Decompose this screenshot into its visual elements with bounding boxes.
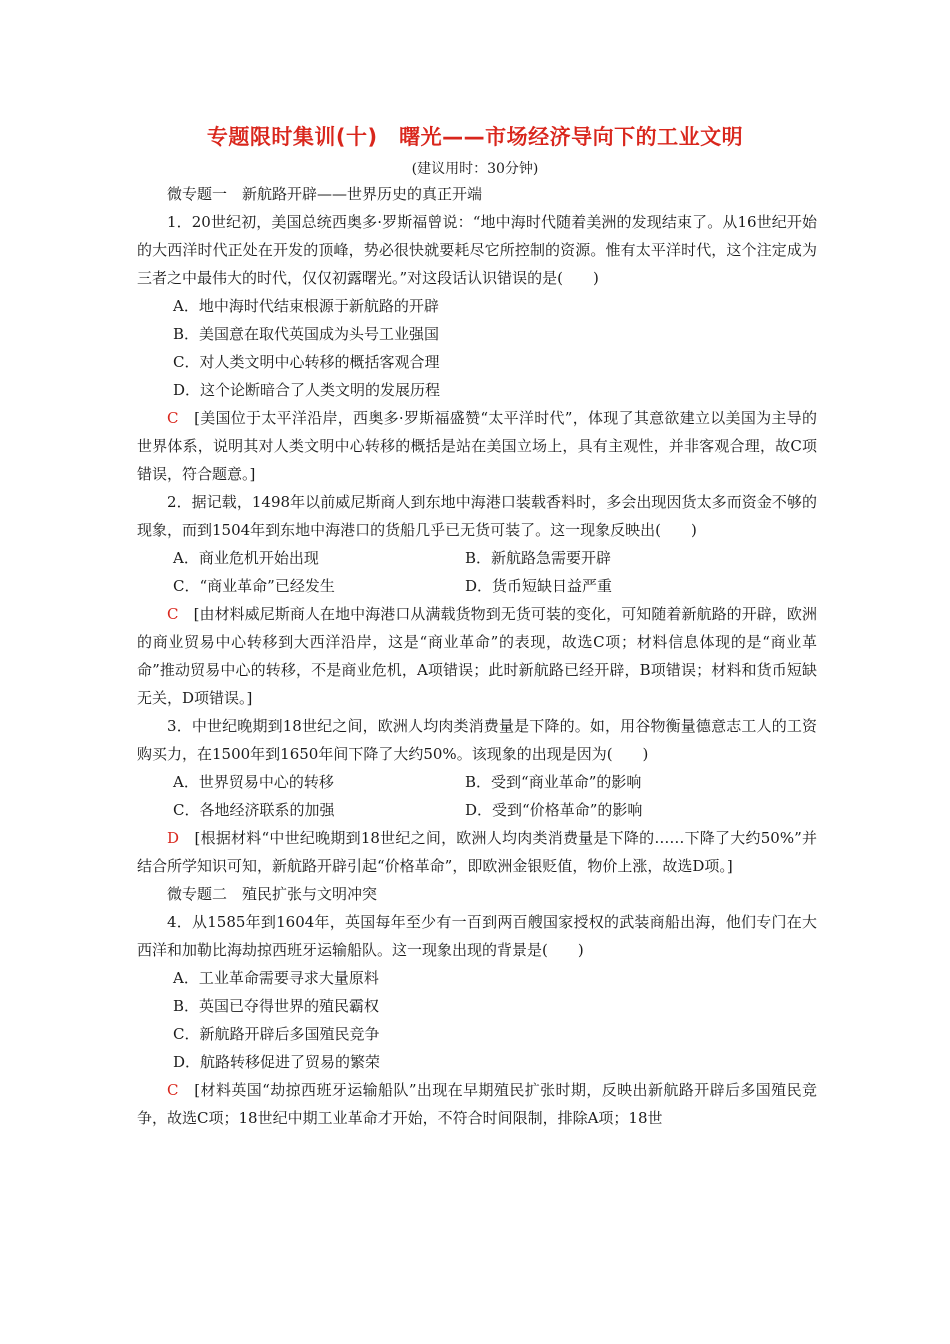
question-3-answer (137, 824, 817, 880)
question-1-option-c: C．对人类文明中心转移的概括客观合理 (173, 353, 440, 371)
question-1-option-a: A．地中海时代结束根源于新航路的开辟 (173, 297, 439, 315)
question-2-option-c: C．“商业革命”已经发生 (173, 577, 335, 595)
question-2-option-d: D．货币短缺日益严重 (465, 577, 613, 595)
question-2-stem: 2．据记载，1498年以前威尼斯商人到东地中海港口装载香料时，多会出现因货太多而资金不够的现象，而到1504年到东地中海港口的货船几乎已无货可装了。这一现象反映出( ) (137, 493, 817, 539)
question-1-option-b: B．美国意在取代英国成为头号工业强国 (173, 325, 440, 343)
question-1-option-d: D．这个论断暗合了人类文明的发展历程 (173, 381, 441, 399)
question-2-option-a: A．商业危机开始出现 (173, 549, 319, 567)
question-4-option-b: B．英国已夺得世界的殖民霸权 (173, 997, 380, 1015)
question-4-stem: 4．从1585年到1604年，英国每年至少有一百到两百艘国家授权的武装商船出海，他们专门在大西洋和加勒比海劫掠西班牙运输船队。这一现象出现的背景是( ) (137, 913, 817, 959)
question-3-options-row-2 (137, 796, 817, 824)
question-3-option-c: C．各地经济联系的加强 (173, 801, 335, 819)
question-4-answer (137, 1076, 817, 1132)
question-2-options-row-1 (137, 544, 817, 572)
question-4-analysis: [材料英国“劫掠西班牙运输船队”出现在早期殖民扩张时期，反映出新航路开辟后多国殖民竞争，故选C项；18世纪中期工业革命才开始，不符合时间限制，排除A项；18世 (137, 1081, 817, 1127)
question-2-answer-letter: C (167, 605, 179, 623)
question-2-options-row-2 (137, 572, 817, 600)
document-body (137, 180, 817, 1132)
topic-heading-2: 微专题二 殖民扩张与文明冲突 (167, 885, 378, 903)
question-4-option-c: C．新航路开辟后多国殖民竞争 (173, 1025, 380, 1043)
question-3-options-row-1 (137, 768, 817, 796)
question-2-answer (137, 600, 817, 712)
page-title: 专题限时集训(十) 曙光——市场经济导向下的工业文明 (206, 125, 744, 149)
question-4-option-d: D．航路转移促进了贸易的繁荣 (173, 1053, 381, 1071)
question-3-option-a: A．世界贸易中心的转移 (173, 773, 334, 791)
topic-heading-1: 微专题一 新航路开辟——世界历史的真正开端 (167, 185, 483, 203)
question-3-answer-letter: D (167, 829, 180, 847)
suggested-time: (建议用时：30分钟) (411, 161, 539, 177)
question-4-option-a: A．工业革命需要寻求大量原料 (173, 969, 379, 987)
question-3-analysis: [根据材料“中世纪晚期到18世纪之间，欧洲人均肉类消费量是下降的……下降了大约50%”并结合所学知识可知，新航路开辟引起“价格革命”，即欧洲金银贬值，物价上涨，故选D项。] (137, 829, 817, 875)
question-3-option-d: D．受到“价格革命”的影响 (465, 801, 643, 819)
question-1-answer (137, 404, 817, 488)
question-1-stem: 1．20世纪初，美国总统西奥多·罗斯福曾说：“地中海时代随着美洲的发现结束了。从16世纪开始的大西洋时代正处在开发的顶峰，势必很快就要耗尽它所控制的资源。惟有太平洋时代，这个注定成为三者之中最伟大的时代，仅仅初露曙光。”对这段话认识错误的是( ) (137, 213, 817, 287)
question-3-stem: 3．中世纪晚期到18世纪之间，欧洲人均肉类消费量是下降的。如，用谷物衡量德意志工人的工资购买力，在1500年到1650年间下降了大约50%。该现象的出现是因为( ) (137, 717, 817, 763)
question-1-analysis: [美国位于太平洋沿岸，西奥多·罗斯福盛赞“太平洋时代”，体现了其意欲建立以美国为主导的世界体系，说明其对人类文明中心转移的概括是站在美国立场上，具有主观性，并非客观合理，故C项错误，符合题意。] (137, 409, 817, 483)
question-2-analysis: [由材料威尼斯商人在地中海港口从满载货物到无货可装的变化，可知随着新航路的开辟，欧洲的商业贸易中心转移到大西洋沿岸，这是“商业革命”的表现，故选C项；材料信息体现的是“商业革命”推动贸易中心的转移，不是商业危机，A项错误；此时新航路已经开辟，B项错误；材料和货币短缺无关，D项错误。] (137, 605, 817, 707)
question-3-option-b: B．受到“商业革命”的影响 (465, 773, 642, 791)
question-1-answer-letter: C (167, 409, 179, 427)
question-2-option-b: B．新航路急需要开辟 (465, 549, 612, 567)
question-4-answer-letter: C (167, 1081, 179, 1099)
